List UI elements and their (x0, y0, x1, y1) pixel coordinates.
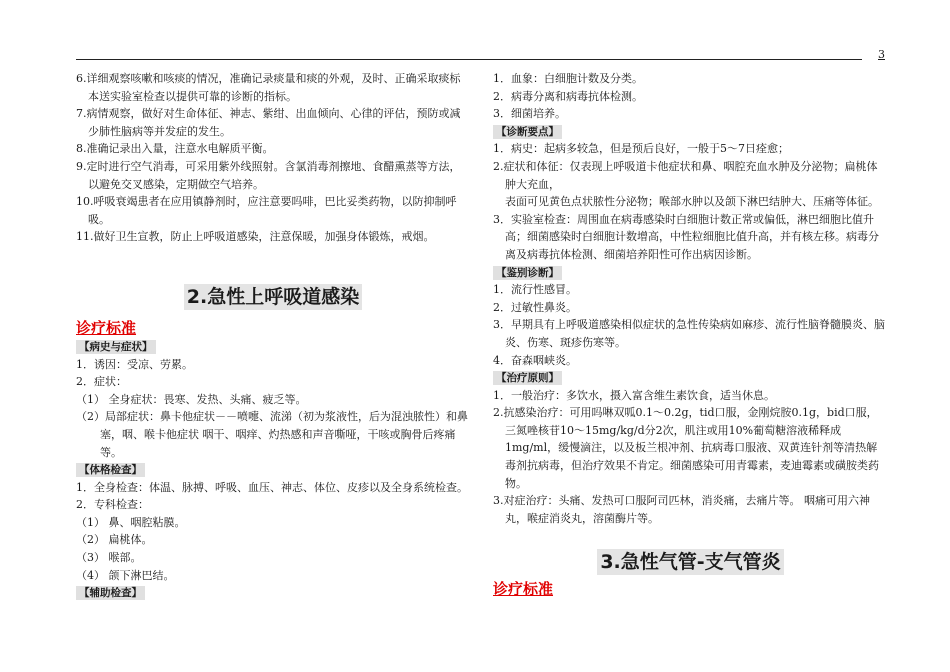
treat-item: 2.抗感染治疗：可用吗啉双呱0.1～0.2g，tid口服，金刚烷胺0.1g，bid口服，三氮唑核苷10～15mg/kg/d分2次，肌注或用10%葡萄糖溶液稀释成1mg/ml，缓慢滴注，以及板兰根冲剂、抗病毒口服液、双黄连针剂等清热解毒剂抗病毒，但治疗效果不肯定。细菌感染可用青霉素，麦迪霉素或磺胺类药物。 (493, 406, 879, 490)
nursing-item-8: 8.准确记录出入量，注意水电解质平衡。 (76, 142, 274, 156)
exam-item: （1） 鼻、咽腔粘膜。 (76, 515, 186, 529)
diagnosis-standard-heading-2: 诊疗标准 (493, 580, 554, 599)
diff-item: 3．早期具有上呼吸道感染相似症状的急性传染病如麻疹、流行性脑脊髓膜炎、脑炎、伤寒、斑疹伤寒等。 (493, 318, 885, 349)
exam-item: 1．全身检查：体温、脉搏、呼吸、血压、神志、体位、皮疹以及全身系统检查。 (76, 480, 468, 494)
section-title-urti: 2.急性上呼吸道感染 (184, 284, 362, 310)
diff-item: 1．流行性感冒。 (493, 283, 577, 297)
exam-tag: 【体格检查】 (76, 463, 145, 477)
diff-item: 4．奋森咽峡炎。 (493, 353, 577, 367)
aux-item: 2．病毒分离和病毒抗体检测。 (493, 89, 643, 103)
exam-item: （4） 颌下淋巴结。 (76, 568, 175, 582)
treatment-tag: 【治疗原则】 (493, 371, 562, 385)
page-number: 3 (878, 48, 885, 61)
exam-item: （3） 喉部。 (76, 551, 142, 565)
header-rule (76, 59, 862, 60)
section-title-bronchitis: 3.急性气管-支气管炎 (597, 549, 783, 575)
diagnosis-points-tag: 【诊断要点】 (493, 125, 562, 139)
exam-item: （2） 扁桃体。 (76, 533, 153, 547)
differential-tag: 【鉴别诊断】 (493, 266, 562, 280)
diag-item: 2.症状和体征：仅表现上呼吸道卡他症状和鼻、咽腔充血水肿及分泌物；扁桃体肿大充血， (493, 159, 878, 191)
treat-item: 3.对症治疗：头痛、发热可口服阿司匹林，消炎痛，去痛片等。 咽痛可用六神丸，喉症消炎丸，溶菌酶片等。 (493, 494, 870, 525)
history-item: （2）局部症状：鼻卡他症状－－喷嚏、流涕（初为浆液性，后为混浊脓性）和鼻塞，咽、喉卡他症状 咽干、咽痒、灼热感和声音嘶哑，干咳或胸骨后疼痛等。 (76, 410, 468, 459)
diff-item: 2．过敏性鼻炎。 (493, 300, 577, 314)
nursing-item-10: 10.呼吸衰竭患者在应用镇静剂时，应注意要吗啡，巴比妥类药物，以防抑制呼吸。 (76, 195, 457, 226)
left-column (76, 70, 470, 602)
nursing-item-7: 7.病情观察，做好对生命体征、神志、紫绀、出血倾向、心律的评估，预防或减少肺性脑病等并发症的发生。 (76, 107, 461, 138)
right-column (493, 70, 888, 599)
diag-item: 1．病史：起病多较急，但是预后良好，一般于5～7日痊愈； (493, 142, 789, 156)
nursing-item-6: 6.详细观察咳嗽和咳痰的情况，准确记录痰量和痰的外观，及时、正确采取痰标本送实验室检查以提供可靠的诊断的指标。 (76, 72, 461, 103)
diagnosis-standard-heading: 诊疗标准 (76, 318, 137, 337)
nursing-item-11: 11.做好卫生宣教，防止上呼吸道感染，注意保暖，加强身体锻炼，戒烟。 (76, 230, 435, 244)
history-item: 2．症状： (76, 375, 127, 389)
nursing-item-9: 9.定时进行空气消毒，可采用紫外线照射。含氯消毒剂擦地、食醋熏蒸等方法，以避免交叉感染，定期做空气培养。 (76, 159, 461, 191)
aux-item: 3．细菌培养。 (493, 107, 566, 121)
diag-item: 3．实验室检查：周围血在病毒感染时白细胞计数正常或偏低，淋巴细胞比值升高；细菌感染时白细胞计数增高，中性粒细胞比值升高，并有核左移。病毒分离及病毒抗体检测、细菌培养阳性可作出病因诊断。 (493, 212, 879, 261)
treat-item: 1．一般治疗：多饮水，摄入富含维生素饮食，适当休息。 (493, 388, 775, 402)
aux-item: 1．血象：白细胞计数及分类。 (493, 72, 643, 85)
history-item: （1） 全身症状：畏寒、发热、头痛、疲乏等。 (76, 392, 307, 406)
history-item: 1．诱因：受凉、劳累。 (76, 357, 193, 371)
aux-exam-tag: 【辅助检查】 (76, 586, 145, 600)
exam-item: 2．专科检查： (76, 498, 149, 512)
history-tag: 【病史与症状】 (76, 340, 156, 354)
diag-item: 表面可见黄色点状脓性分泌物；喉部水肿以及颌下淋巴结肿大、压痛等体征。 (505, 195, 879, 209)
